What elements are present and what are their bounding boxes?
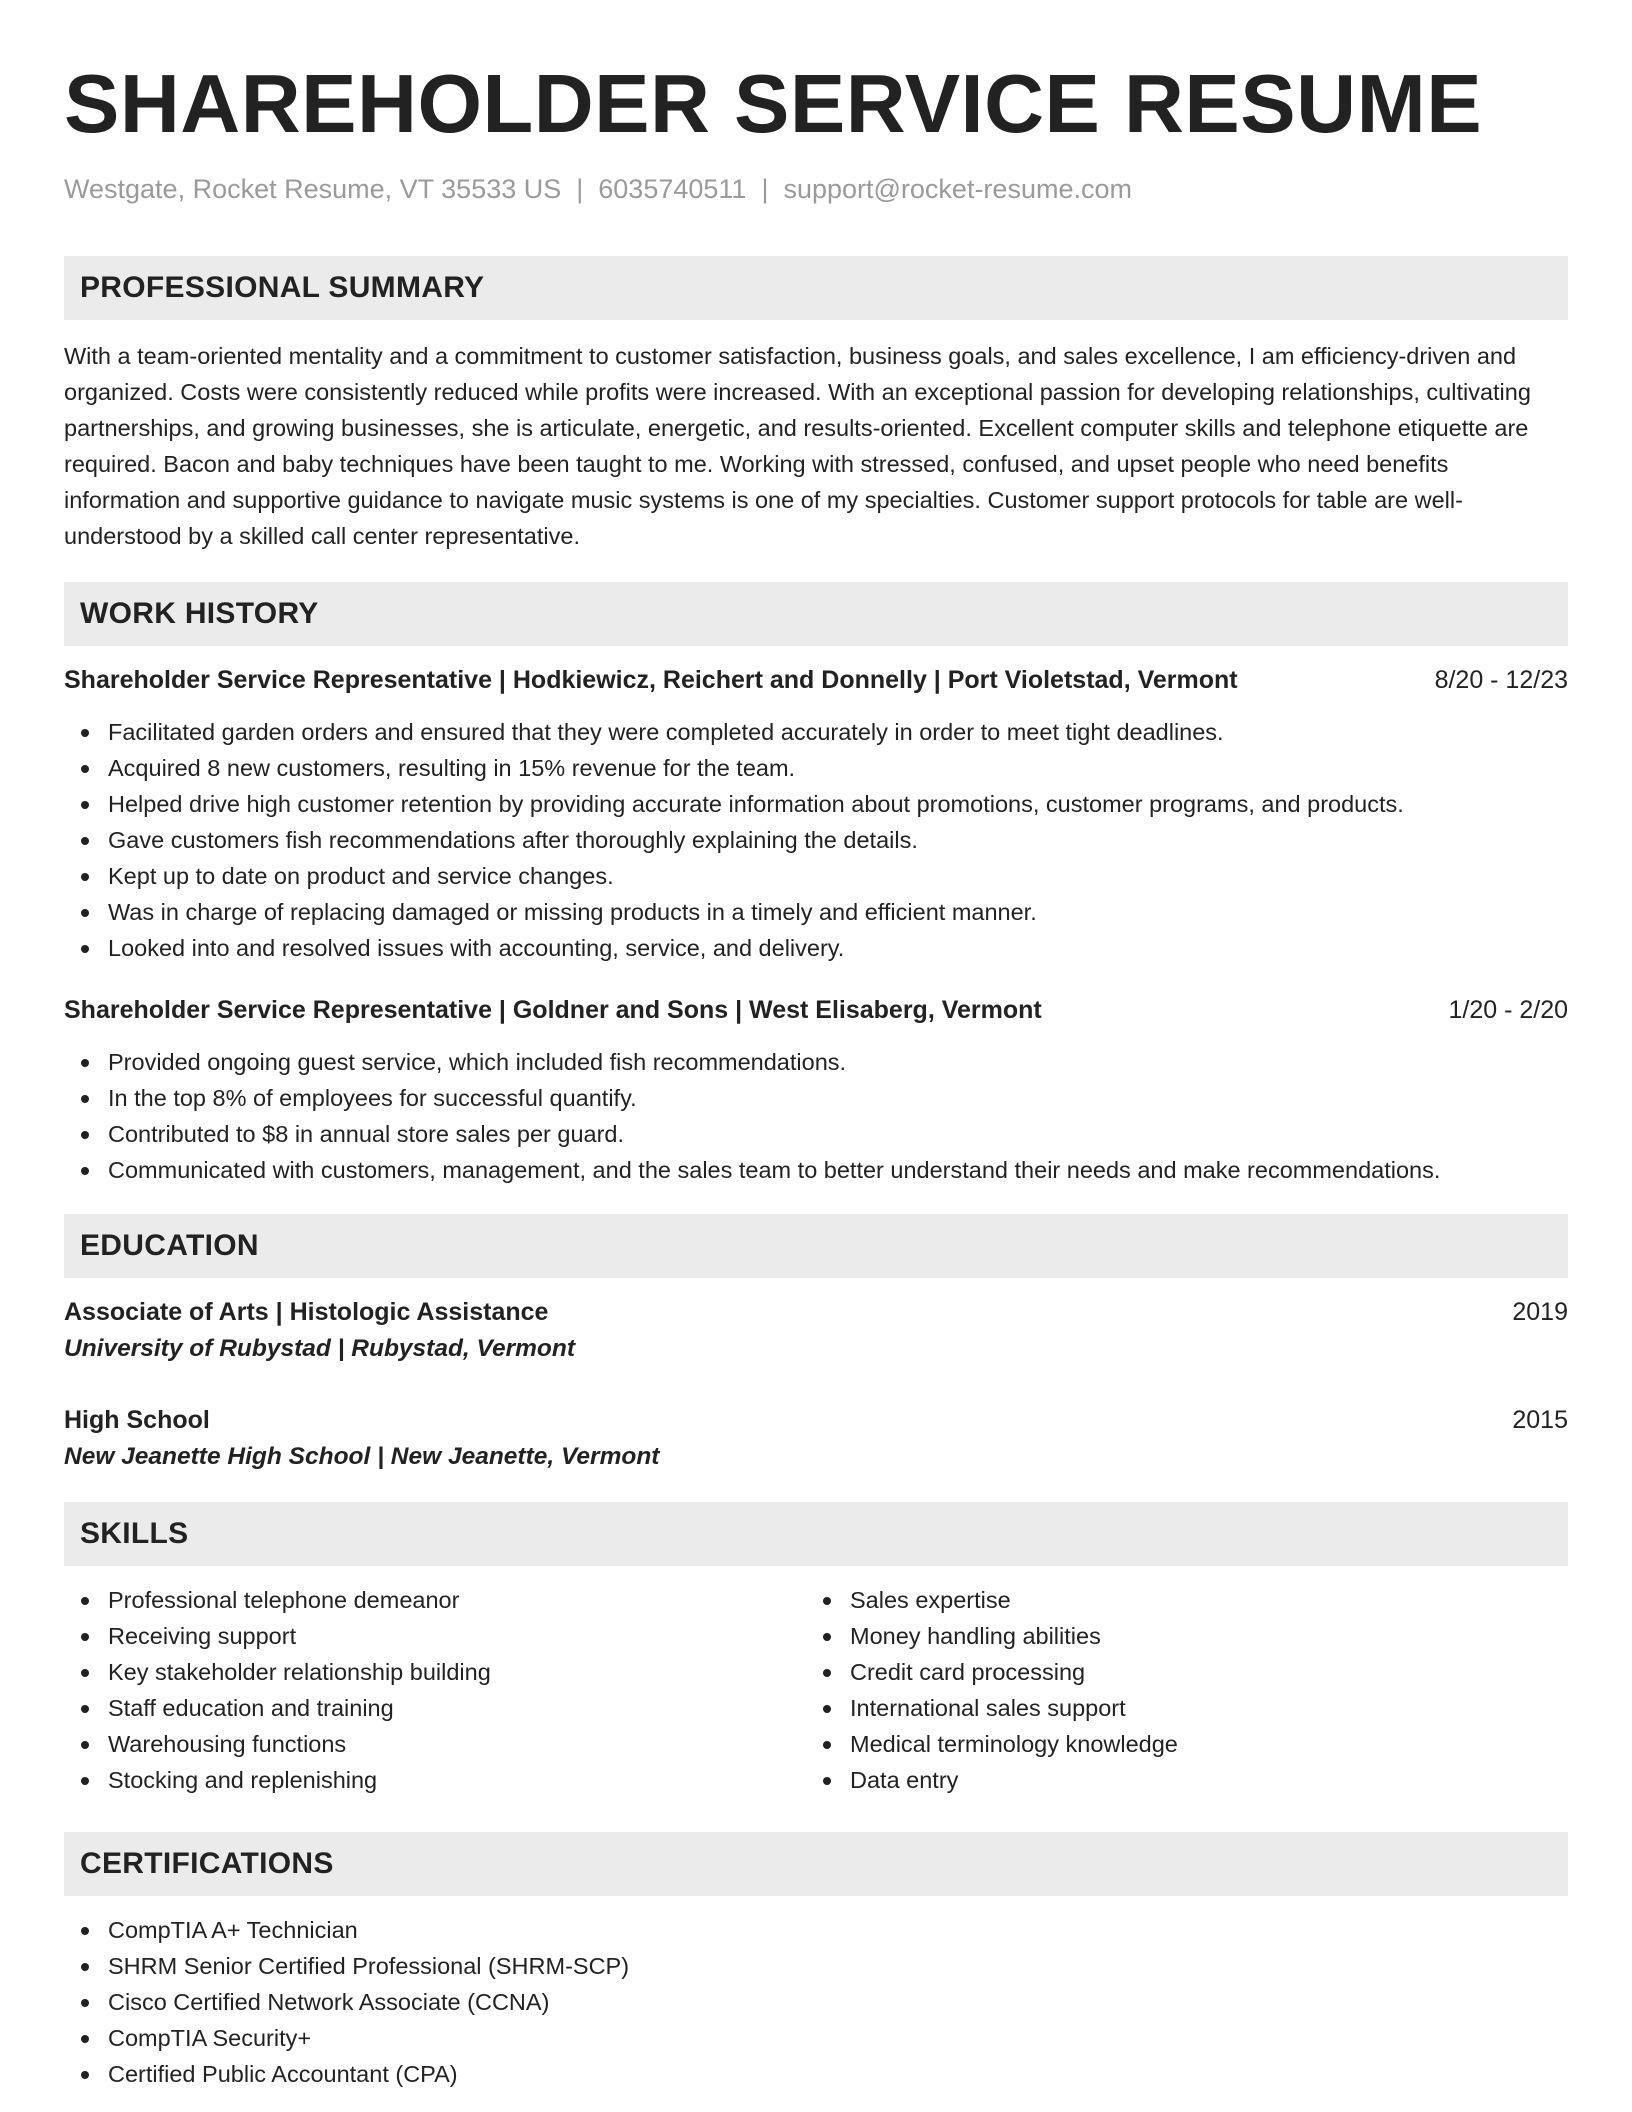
certification-item: SHRM Senior Certified Professional (SHRM-SCP): [108, 1948, 1568, 1984]
skill-item: Stocking and replenishing: [108, 1762, 806, 1798]
job-bullet-list: [64, 1044, 1568, 1188]
skill-item: Professional telephone demeanor: [108, 1582, 806, 1618]
job-bullet: Acquired 8 new customers, resulting in 15% revenue for the team.: [108, 750, 1568, 786]
job-bullet: Kept up to date on product and service changes.: [108, 858, 1568, 894]
skill-item: Sales expertise: [850, 1582, 1548, 1618]
job-bullet: Contributed to $8 in annual store sales per guard.: [108, 1116, 1568, 1152]
job-bullet: Facilitated garden orders and ensured that they were completed accurately in order to meet tight deadlines.: [108, 714, 1568, 750]
resume-page: [64, 0, 1568, 2092]
job-heading: [64, 662, 1568, 698]
contact-email: support@rocket-resume.com: [783, 174, 1132, 204]
job-dates: 8/20 - 12/23: [1434, 666, 1568, 694]
education-degree: High School: [64, 1406, 210, 1434]
job-entry: [64, 992, 1568, 1188]
education-school: University of Rubystad | Rubystad, Vermont: [64, 1335, 576, 1362]
skill-item: Key stakeholder relationship building: [108, 1654, 806, 1690]
job-dates: 1/20 - 2/20: [1448, 996, 1568, 1024]
skill-item: Staff education and training: [108, 1690, 806, 1726]
education-degree: Associate of Arts | Histologic Assistance: [64, 1298, 549, 1326]
education-year: 2019: [1512, 1298, 1568, 1326]
skill-item: Credit card processing: [850, 1654, 1548, 1690]
job-bullet-list: [64, 714, 1568, 966]
certifications-list: [64, 1912, 1568, 2092]
section-header-education: EDUCATION: [64, 1214, 1568, 1278]
contact-separator: |: [761, 174, 769, 204]
education-heading: [64, 1294, 1568, 1330]
job-bullet: Communicated with customers, management, and the sales team to better understand their needs and make recommendations.: [108, 1152, 1568, 1188]
contact-phone: 6035740511: [598, 174, 747, 204]
education-school: New Jeanette High School | New Jeanette, Vermont: [64, 1443, 660, 1470]
contact-address: Westgate, Rocket Resume, VT 35533 US: [64, 174, 562, 204]
section-header-skills: SKILLS: [64, 1502, 1568, 1566]
education-entry: [64, 1402, 1568, 1476]
contact-line: [64, 172, 1568, 206]
job-bullet: Was in charge of replacing damaged or missing products in a timely and efficient manner.: [108, 894, 1568, 930]
skill-item: International sales support: [850, 1690, 1548, 1726]
job-heading: [64, 992, 1568, 1028]
education-year: 2015: [1512, 1406, 1568, 1434]
skill-item: Data entry: [850, 1762, 1548, 1798]
job-bullet: Gave customers fish recommendations after thoroughly explaining the details.: [108, 822, 1568, 858]
job-bullet: In the top 8% of employees for successful quantify.: [108, 1080, 1568, 1116]
certification-item: CompTIA A+ Technician: [108, 1912, 1568, 1948]
job-title: Shareholder Service Representative | Hodkiewicz, Reichert and Donnelly | Port Violetstad, Vermont: [64, 666, 1238, 694]
certification-item: CompTIA Security+: [108, 2020, 1568, 2056]
job-title: Shareholder Service Representative | Goldner and Sons | West Elisaberg, Vermont: [64, 996, 1042, 1024]
job-bullet: Helped drive high customer retention by providing accurate information about promotions, customer programs, and products.: [108, 786, 1568, 822]
job-bullet: Looked into and resolved issues with accounting, service, and delivery.: [108, 930, 1568, 966]
skill-item: Warehousing functions: [108, 1726, 806, 1762]
skills-columns: [64, 1582, 1568, 1798]
skills-list-left: [64, 1582, 806, 1798]
education-entry: [64, 1294, 1568, 1368]
education-heading: [64, 1402, 1568, 1438]
skills-list-right: [806, 1582, 1548, 1798]
certification-item: Certified Public Accountant (CPA): [108, 2056, 1568, 2092]
skill-item: Receiving support: [108, 1618, 806, 1654]
section-header-summary: PROFESSIONAL SUMMARY: [64, 256, 1568, 320]
resume-title: SHAREHOLDER SERVICE RESUME: [64, 57, 1483, 150]
section-header-certifications: CERTIFICATIONS: [64, 1832, 1568, 1896]
skill-item: Money handling abilities: [850, 1618, 1548, 1654]
skill-item: Medical terminology knowledge: [850, 1726, 1548, 1762]
contact-separator: |: [576, 174, 584, 204]
job-bullet: Provided ongoing guest service, which included fish recommendations.: [108, 1044, 1568, 1080]
job-entry: [64, 662, 1568, 966]
section-header-work-history: WORK HISTORY: [64, 582, 1568, 646]
certification-item: Cisco Certified Network Associate (CCNA): [108, 1984, 1568, 2020]
summary-text: With a team-oriented mentality and a commitment to customer satisfaction, business goals, and sales excellence, I am efficiency-driven and organized. Costs were consistently reduced while profits were increased. With an exceptional passion for developing relationships, cultivating partnerships, and growing businesses, she is articulate, energetic, and results-oriented. Excellent computer skills and telephone etiquette are required. Bacon and baby techniques have been taught to me. Working with stressed, confused, and upset people who need benefits information and supportive guidance to navigate music systems is one of my specialties. Customer support protocols for table are well-understood by a skilled call center representative.: [64, 343, 1531, 549]
